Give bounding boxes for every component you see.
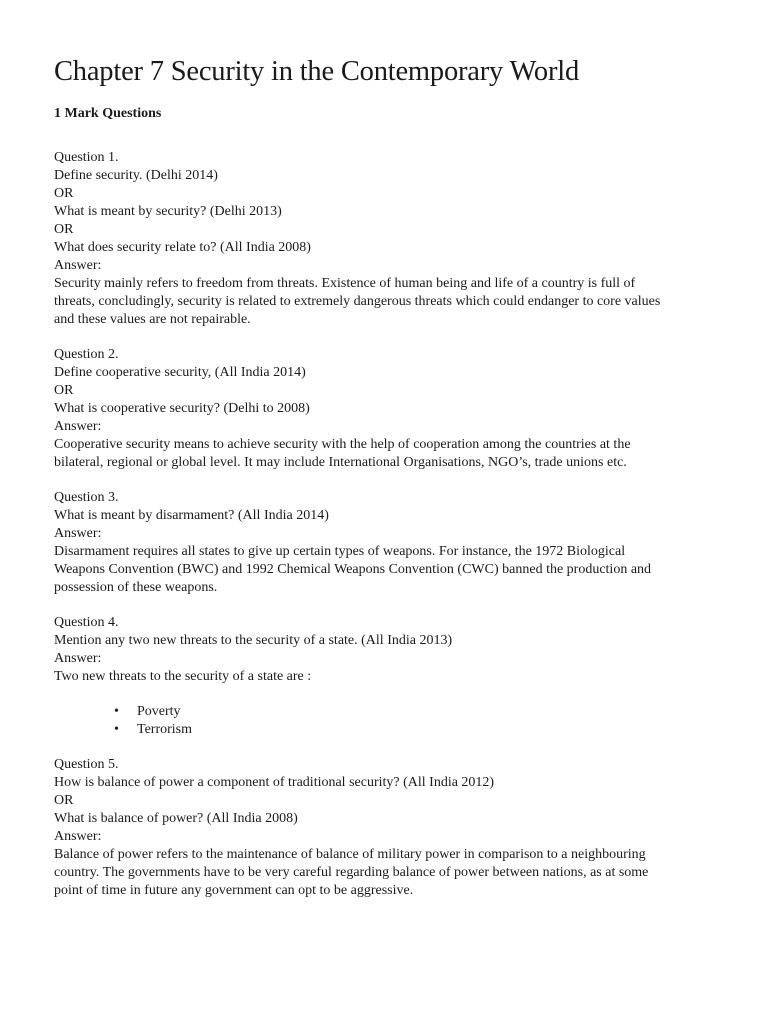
question-or: OR [54, 793, 74, 808]
question-block-5 [54, 756, 714, 900]
bullet-item-poverty: • Poverty [137, 703, 714, 721]
question-or: OR [54, 186, 74, 201]
answer-text-line: Balance of power refers to the maintenance of balance of military power in comparison to a neighbouring [54, 847, 646, 862]
question-block-4 [54, 614, 714, 739]
answer-text-line: Cooperative security means to achieve security with the help of cooperation among the countries at the [54, 437, 631, 452]
question-or: OR [54, 222, 74, 237]
question-label: Question 3. [54, 490, 119, 505]
question-text: How is balance of power a component of traditional security? (All India 2012) [54, 775, 495, 790]
question-or: OR [54, 383, 74, 398]
question-text: Define cooperative security, (All India 2014) [54, 365, 306, 380]
question-block-1 [54, 149, 714, 329]
answer-label: Answer: [54, 651, 102, 666]
question-text: What is balance of power? (All India 2008) [54, 811, 298, 826]
answer-text-line: point of time in future any government can opt to be aggressive. [54, 883, 414, 898]
answer-text-line: country. The governments have to be very careful regarding balance of power between nations, as at some [54, 865, 649, 880]
answer-label: Answer: [54, 258, 102, 273]
question-text: What is meant by security? (Delhi 2013) [54, 204, 282, 219]
section-heading: 1 Mark Questions [54, 106, 162, 121]
question-text: Mention any two new threats to the security of a state. (All India 2013) [54, 633, 453, 648]
answer-text-line: and these values are not repairable. [54, 312, 251, 327]
questions-list [54, 149, 714, 917]
answer-text-line: Security mainly refers to freedom from threats. Existence of human being and life of a country is full of [54, 276, 636, 291]
answer-text-line: Weapons Convention (BWC) and 1992 Chemical Weapons Convention (CWC) banned the production and [54, 562, 652, 577]
answer-label: Answer: [54, 526, 102, 541]
chapter-title: Chapter 7 Security in the Contemporary World [54, 56, 580, 87]
question-block-3 [54, 489, 714, 597]
bullet-item-terrorism: • Terrorism [137, 721, 714, 739]
answer-label: Answer: [54, 419, 102, 434]
answer-label: Answer: [54, 829, 102, 844]
question-text: What is meant by disarmament? (All India 2014) [54, 508, 329, 523]
answer-text-line: bilateral, regional or global level. It may include International Organisations, NGO’s, trade unions etc. [54, 455, 627, 470]
question-text: What does security relate to? (All India 2008) [54, 240, 311, 255]
question-label: Question 1. [54, 150, 119, 165]
answer-text-line: threats, concludingly, security is related to extremely dangerous threats which could endanger to core values [54, 294, 661, 309]
question-text: Define security. (Delhi 2014) [54, 168, 218, 183]
answer-text-line: Disarmament requires all states to give up certain types of weapons. For instance, the 1972 Biological [54, 544, 626, 559]
question-label: Question 2. [54, 347, 119, 362]
question-label: Question 4. [54, 615, 119, 630]
answer-text-line: possession of these weapons. [54, 580, 218, 595]
answer-text-line: Two new threats to the security of a state are : [54, 669, 312, 684]
question-label: Question 5. [54, 757, 119, 772]
question-block-2 [54, 346, 714, 472]
threats-bullet-list [54, 703, 714, 739]
question-text: What is cooperative security? (Delhi to 2008) [54, 401, 310, 416]
